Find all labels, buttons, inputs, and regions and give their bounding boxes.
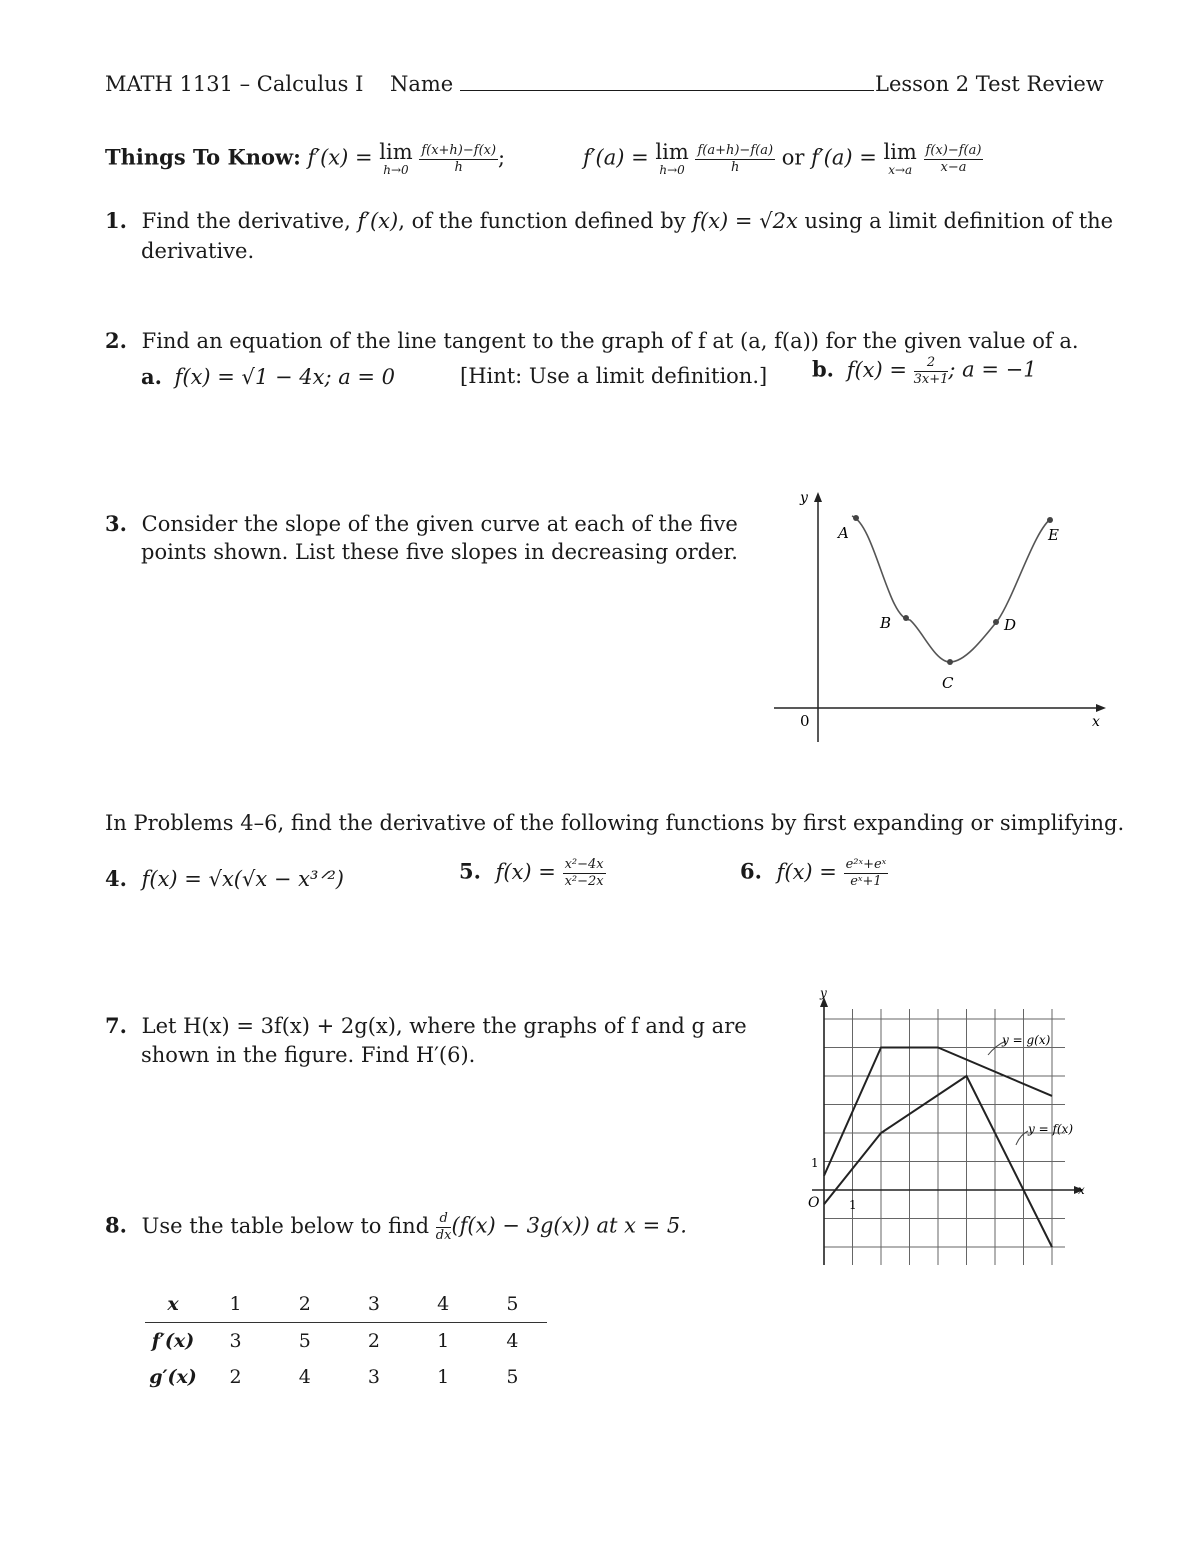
- problem-1-line2: derivative.: [141, 239, 255, 263]
- p3-line2: points shown. List these five slopes in decreasing order.: [141, 540, 738, 564]
- table-cell: 2: [367, 1330, 381, 1352]
- course-title: MATH 1131 – Calculus I: [105, 72, 364, 96]
- point-D: [993, 619, 999, 625]
- p5-den: x²−2x: [564, 873, 604, 889]
- table-header-cell: 1: [229, 1293, 242, 1315]
- things-to-know-label: Things To Know:: [105, 144, 301, 170]
- x-axis-arrow: [1096, 704, 1106, 712]
- tick-one-y: 1: [811, 1156, 819, 1170]
- name-label-text: Name: [390, 72, 454, 96]
- def3-num: f(x)−f(a): [925, 142, 982, 158]
- or-text: or: [781, 145, 805, 170]
- origin-label: O: [808, 1195, 820, 1211]
- p2b-num: 2: [914, 356, 949, 372]
- point-D-label: D: [1004, 616, 1017, 634]
- point-A-label: A: [838, 524, 849, 542]
- problem-number: 6.: [740, 858, 762, 884]
- origin-label: 0: [800, 712, 810, 730]
- p5-lhs: f(x) =: [495, 859, 563, 884]
- x-axis-label: x: [1078, 1183, 1085, 1197]
- p2b-rhs: ; a = −1: [948, 357, 1037, 382]
- p5-num: x²−4x: [564, 857, 604, 872]
- problem-number: 3.: [105, 511, 127, 536]
- point-C: [947, 659, 953, 665]
- point-B-label: B: [880, 614, 892, 632]
- p7-line1: Let H(x) = 3f(x) + 2g(x), where the graphs of f and g are: [141, 1014, 747, 1038]
- problem-number: 5.: [459, 858, 481, 884]
- def2-lhs: f′(a) =: [583, 145, 656, 170]
- table-header-cell: 4: [437, 1293, 450, 1315]
- problem-number: 7.: [105, 1013, 127, 1038]
- problem-number: 8.: [105, 1212, 127, 1238]
- def1-lim: [379, 142, 412, 176]
- point-E-label: E: [1048, 526, 1059, 544]
- p3-line1: Consider the slope of the given curve at each of the five: [141, 512, 738, 536]
- problem-8: [105, 1212, 687, 1242]
- table-header-cell: x: [167, 1293, 179, 1315]
- problem-number: 4.: [105, 866, 127, 891]
- grid: [824, 1009, 1065, 1265]
- def3-lhs: f′(a) =: [811, 145, 884, 170]
- def2-fraction: [695, 144, 775, 174]
- p2b-label: b.: [812, 356, 834, 382]
- p1-text: Find the derivative,: [141, 209, 358, 233]
- things-to-know: Things To Know: f′(x) = lim h→0 $\frac{f(x+h)-f(x)}{h}$ ;: [105, 140, 506, 177]
- lim-word: lim: [655, 140, 689, 164]
- problem-2a: [141, 364, 395, 389]
- y-axis-label: y: [800, 490, 808, 506]
- x-axis-label: x: [1092, 714, 1100, 730]
- lim-sub: h→0: [383, 163, 409, 177]
- problem-1: [105, 208, 1113, 233]
- def1-lhs: f′(x) =: [307, 145, 380, 170]
- table-cell: 5: [298, 1330, 311, 1352]
- p5-fraction: [563, 858, 606, 888]
- lesson-title: Lesson 2 Test Review: [875, 72, 1104, 96]
- intro-4-6: In Problems 4–6, find the derivative of the following functions by first expanding or simplifying.: [105, 811, 1125, 835]
- p8-d-den: dx: [435, 1227, 452, 1243]
- p2-text: Find an equation of the line tangent to the graph of f at (a, f(a)) for the given value of a.: [141, 329, 1079, 353]
- table-header-cell: 3: [367, 1293, 381, 1315]
- p2b-fraction: [914, 356, 949, 386]
- name-label: [390, 72, 874, 96]
- problem-5: [459, 858, 606, 888]
- problem-4: [105, 866, 344, 891]
- def1-fraction: [419, 144, 498, 174]
- point-C-label: C: [942, 674, 954, 692]
- curve: [852, 516, 1052, 662]
- p8-d-num: d: [436, 1212, 452, 1228]
- p7-line2: shown in the figure. Find H′(6).: [141, 1043, 476, 1067]
- def2-num: f(a+h)−f(a): [697, 142, 774, 158]
- def3-den: x−a: [940, 159, 967, 175]
- table-header-cell: 5: [506, 1293, 519, 1315]
- table-row: [145, 1323, 547, 1360]
- name-blank-line[interactable]: [460, 72, 874, 91]
- table-header-row: [145, 1286, 547, 1323]
- def3-fraction: [924, 144, 984, 174]
- point-A: [853, 515, 859, 521]
- lim-sub: h→0: [659, 163, 685, 177]
- table-cell: 5: [506, 1366, 519, 1388]
- point-B: [903, 615, 909, 621]
- p6-fraction: [844, 858, 889, 888]
- point-E: [1047, 517, 1053, 523]
- problem-number: 2.: [105, 328, 127, 353]
- problem-6: [740, 858, 888, 888]
- problem-2b: [812, 356, 1037, 386]
- table-cell: 2: [229, 1366, 242, 1388]
- lim-sub: x→a: [888, 163, 913, 177]
- table-cell: 3: [367, 1366, 381, 1388]
- p8-text-b: (f(x) − 3g(x)) at x = 5.: [451, 1213, 687, 1238]
- lim-word: lim: [379, 140, 413, 164]
- def2: [583, 142, 983, 176]
- p4-func: f(x) = √x(√x − x³ᐟ²): [141, 867, 344, 891]
- f-graph-label: y = f(x): [1028, 1122, 1074, 1136]
- p1-fprime: f′(x): [357, 209, 399, 233]
- y-axis-arrow: [814, 492, 822, 502]
- tick-one-x: 1: [849, 1198, 857, 1212]
- p2b-lhs: f(x) =: [846, 357, 914, 382]
- p1-func: f(x) = √2x: [692, 209, 798, 233]
- problem-7: [105, 1013, 747, 1038]
- problem-number: 1.: [105, 208, 127, 233]
- table-cell: 1: [437, 1366, 450, 1388]
- table-row: [145, 1359, 547, 1395]
- p6-den: eˣ+1: [850, 873, 882, 889]
- p2a-func: f(x) = √1 − 4x; a = 0: [174, 365, 396, 389]
- figure-7-graph: [800, 985, 1100, 1270]
- def2-den: h: [731, 159, 740, 175]
- problem-2: [105, 328, 1079, 353]
- p2a-label: a.: [141, 364, 162, 389]
- def3-lim: [884, 142, 917, 176]
- def1-den: h: [454, 159, 463, 175]
- p6-num: e²ˣ+eˣ: [845, 857, 887, 872]
- row-label: f′(x): [151, 1330, 195, 1352]
- p2a-hint: [Hint: Use a limit definition.]: [460, 364, 768, 388]
- p1-text: using a limit definition of the: [797, 209, 1114, 233]
- p2b-den: 3x+1: [913, 371, 949, 387]
- def1-num: f(x+h)−f(x): [421, 142, 497, 158]
- row-label: g′(x): [149, 1366, 197, 1388]
- figure-3-graph: [760, 480, 1120, 760]
- table-cell: 4: [506, 1330, 519, 1352]
- def2-lim: [655, 142, 688, 176]
- p1-text: , of the function defined by: [398, 209, 693, 233]
- table-header-cell: 2: [298, 1293, 311, 1315]
- values-table: [145, 1286, 547, 1395]
- p8-text-a: Use the table below to find: [141, 1213, 436, 1238]
- p8-derivative-fraction: [436, 1212, 452, 1242]
- table-cell: 4: [298, 1366, 311, 1388]
- lim-word: lim: [883, 140, 917, 164]
- table-cell: 3: [229, 1330, 242, 1352]
- y-axis-label: y: [820, 986, 827, 1000]
- problem-3: [105, 511, 738, 536]
- p6-lhs: f(x) =: [776, 859, 844, 884]
- table-cell: 1: [437, 1330, 450, 1352]
- g-graph-label: y = g(x): [1002, 1033, 1051, 1047]
